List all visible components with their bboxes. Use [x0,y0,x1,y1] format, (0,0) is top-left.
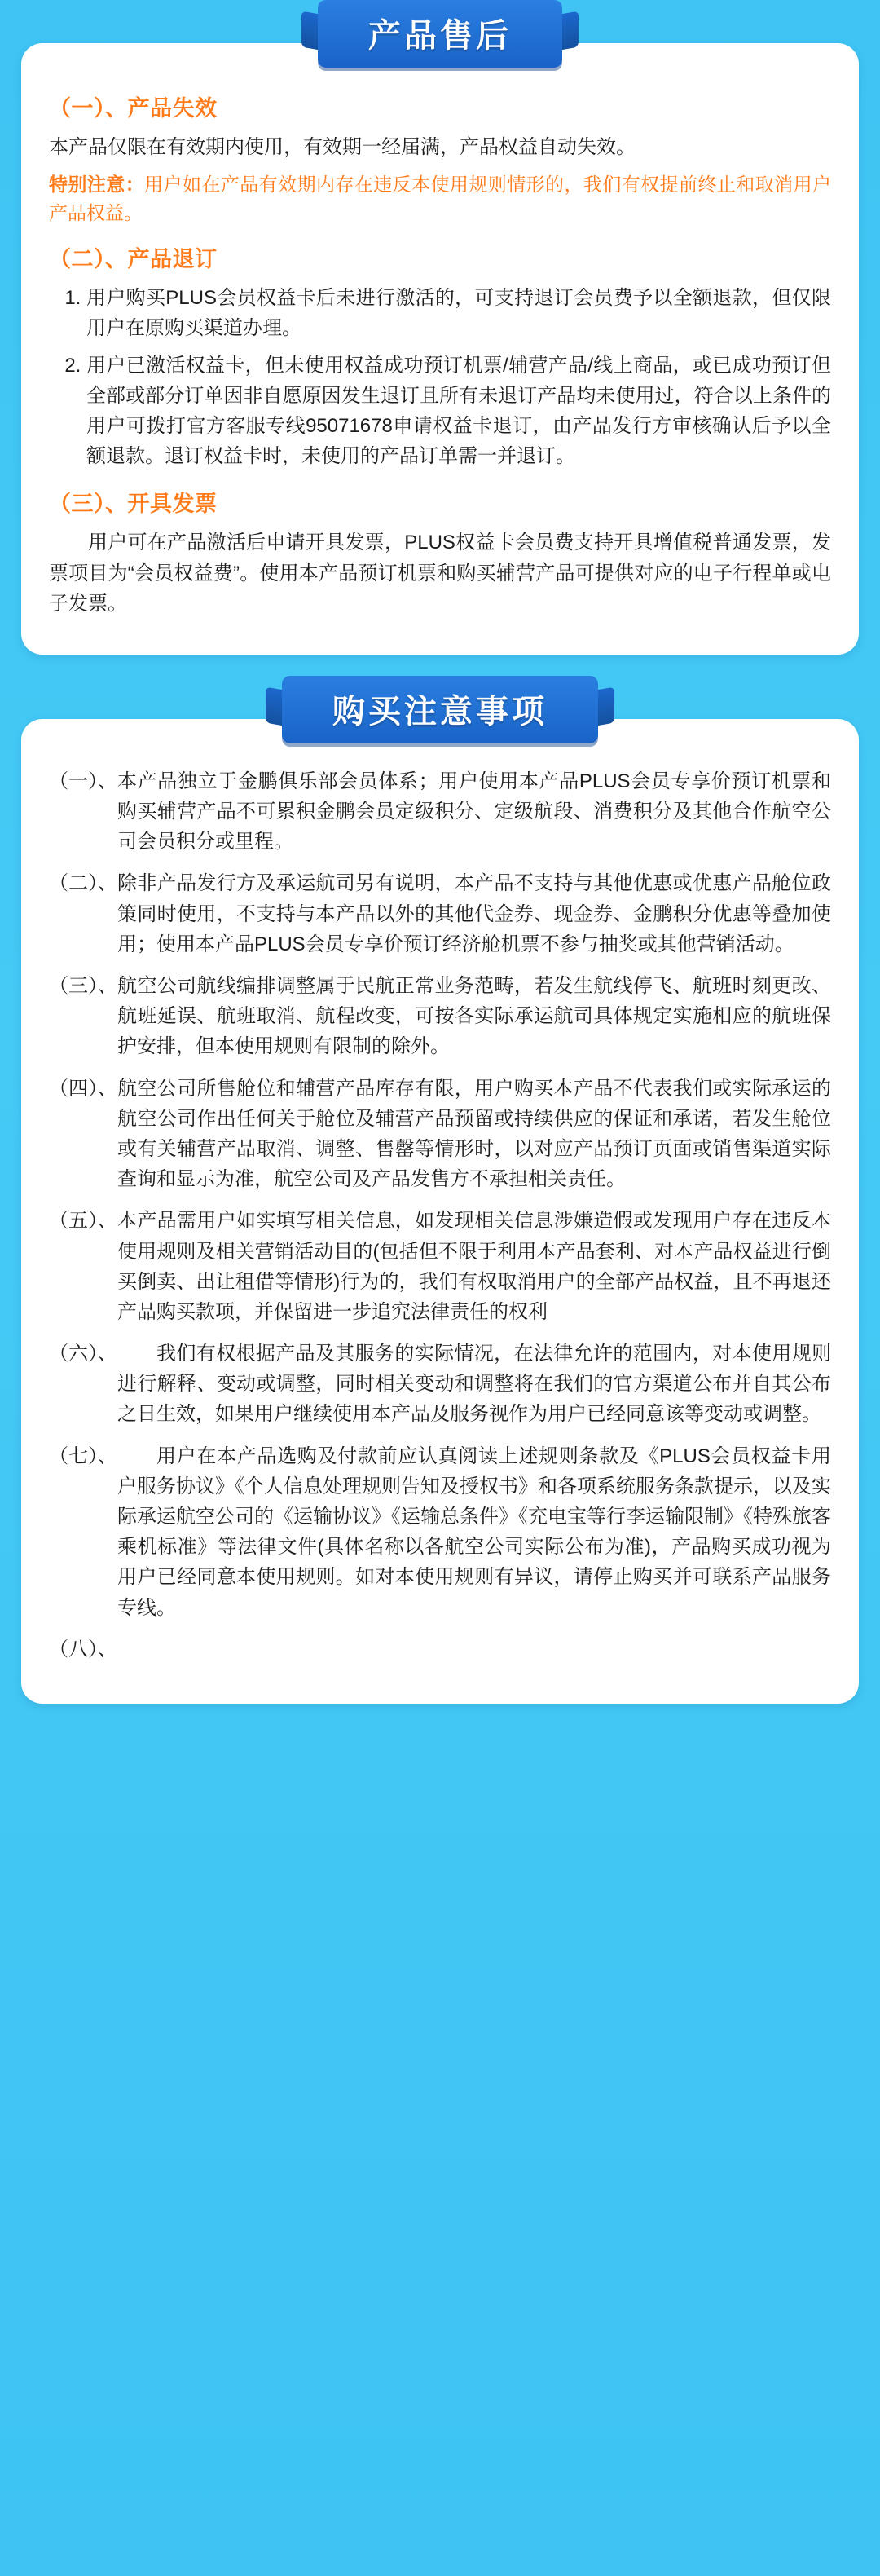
notice-text: 我们有权根据产品及其服务的实际情况，在法律允许的范围内，对本使用规则进行解释、变动或调整，同时相关变动和调整将在我们的官方渠道公布并自其公布之日生效，如果用户继续使用本产品及服务视作为用户已经同意该等变动或调整。 [117,1343,831,1426]
notice-item [49,1441,831,1623]
notice-marker: （七）、 [49,1445,117,1467]
para-invoice: 用户可在产品激活后申请开具发票，PLUS权益卡会员费支持开具增值税普通发票，发票项目为“会员权益费”。使用本产品预订机票和购买辅营产品可提供对应的电子行程单或电子发票。 [49,532,831,615]
notice-marker: （二）、 [49,872,117,895]
bottom-spacer [0,1725,880,1758]
notice-marker: （八）、 [49,1638,117,1661]
notice-text: 用户在本产品选购及付款前应认真阅读上述规则条款及《PLUS会员权益卡用户服务协议》《个人信息处理规则告知及授权书》和各项系统服务条款提示，以及实际承运航空公司的《运输协议》《运输总条件》《充电宝等行李运输限制》《特殊旅客乘机标准》等法律文件(具体名称以各航空公司实际公布为准)，产品购买成功视为用户已经同意本使用规则。如对本使用规则有异议，请停止购买并可联系产品服务专线。 [117,1445,831,1619]
subtitle-product-refund: （二）、产品退订 [49,247,218,272]
notice-marker: （四）、 [49,1077,117,1100]
section-banner-wrap [21,0,859,68]
section-after-sales [0,0,880,655]
refund-list [49,283,831,471]
notice-item [49,1206,831,1327]
section-purchase-notice [0,676,880,1704]
refund-list-item: 2. 用户已激活权益卡，但未使用权益成功预订机票/辅营产品/线上商品，或已成功预订但全部或部分订单因非自愿原因发生退订且所有未退订产品均未使用过，符合以上条件的用户可拨打官方客服专线95071678申请权益卡退订，由产品发行方审核确认后予以全额退款。退订权益卡时，未使用的产品订单需一并退订。 [86,351,831,472]
notice-item [49,971,831,1062]
notice-marker: （六）、 [49,1343,117,1365]
notice-text: 航空公司所售舱位和辅营产品库存有限，用户购买本产品不代表我们或实际承运的航空公司作出任何关于舱位及辅营产品预留或持续供应的保证和承诺，若发生舱位或有关辅营产品取消、调整、售罄等情形时，以对应产品预订页面或销售渠道实际查询和显示为准，航空公司及产品发售方不承担相关责任。 [117,1077,831,1191]
notice-marker: （一）、 [49,770,117,792]
section-banner-wrap [21,676,859,743]
notice-text: 航空公司航线编排调整属于民航正常业务范畴，若发生航线停飞、航班时刻更改、航班延误、航班取消、航程改变，可按各实际承运航司具体规定实施相应的航班保护安排，但本使用规则有限制的除外。 [117,975,831,1058]
refund-list-item: 1. 用户购买PLUS会员权益卡后未进行激活的，可支持退订会员费予以全额退款，但仅限用户在原购买渠道办理。 [86,283,831,343]
after-sales-card [21,43,859,655]
notice-item [49,1634,831,1665]
notice-item [49,868,831,959]
note-text: 用户如在产品有效期内存在违反本使用规则情形的，我们有权提前终止和取消用户产品权益。 [49,174,832,223]
notice-item [49,1074,831,1195]
notice-text: 本产品需用户如实填写相关信息，如发现相关信息涉嫌造假或发现用户存在违反本使用规则及相关营销活动目的(包括但不限于利用本产品套利、对本产品权益进行倒买倒卖、出让租借等情形)行为的，我们有权取消用户的全部产品权益，且不再退还产品购买款项，并保留进一步追究法律责任的权利 [117,1210,831,1323]
section-banner-title: 购买注意事项 [282,676,598,743]
section-banner-title: 产品售后 [318,0,562,68]
notice-item [49,1339,831,1430]
subtitle-product-expiry: （一）、产品失效 [49,96,218,121]
para-product-expiry: 本产品仅限在有效期内使用，有效期一经届满，产品权益自动失效。 [49,136,636,158]
notice-marker: （三）、 [49,975,117,997]
notice-item [49,766,831,858]
note-label: 特别注意： [49,174,145,196]
note-special-attention [49,170,831,227]
notice-text: 本产品独立于金鹏俱乐部会员体系；用户使用本产品PLUS会员专享价预订机票和购买辅营产品不可累积金鹏会员定级积分、定级航段、消费积分及其他合作航空公司会员积分或里程。 [117,770,831,854]
notice-text: 除非产品发行方及承运航司另有说明，本产品不支持与其他优惠或优惠产品舱位政策同时使用，不支持与本产品以外的其他代金券、现金券、金鹏积分优惠等叠加使用；使用本产品PLUS会员专享价预订经济舱机票不参与抽奖或其他营销活动。 [117,872,831,955]
subtitle-invoice: （三）、开具发票 [49,492,218,517]
purchase-notice-card [21,719,859,1704]
notice-marker: （五）、 [49,1210,117,1233]
